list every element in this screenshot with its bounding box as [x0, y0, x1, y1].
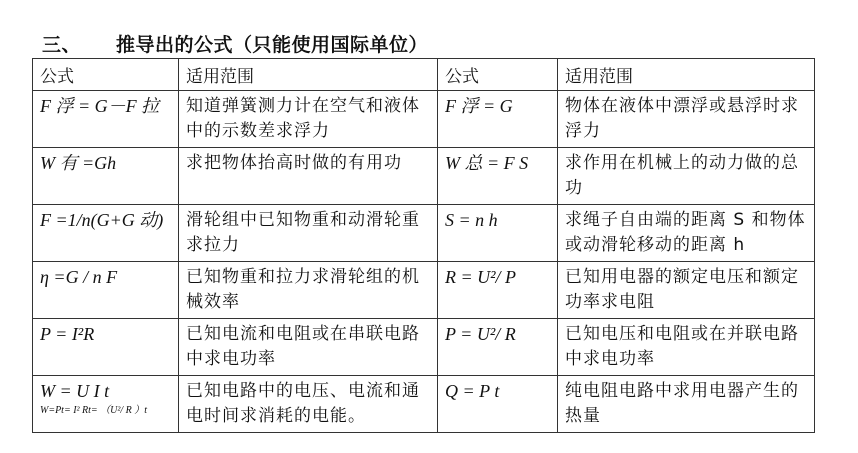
formula-cell: R = U²/ P [438, 262, 558, 319]
formula-cell: F 浮 = G－F 拉 [33, 91, 179, 148]
table-row [33, 91, 815, 148]
scope-cell: 已知物重和拉力求滑轮组的机械效率 [179, 262, 438, 319]
formula-cell: W 有 =Gh [33, 148, 179, 205]
formula-derivation: W=Pt= I² Rt= （U²/ R ）t [40, 405, 148, 416]
header-scope: 适用范围 [179, 59, 438, 91]
scope-cell: 物体在液体中漂浮或悬浮时求浮力 [558, 91, 815, 148]
scope-cell: 已知用电器的额定电压和额定功率求电阻 [558, 262, 815, 319]
scope-cell: 已知电流和电阻或在串联电路中求电功率 [179, 319, 438, 376]
formula-cell: S = n h [438, 205, 558, 262]
section-title: 推导出的公式（只能使用国际单位） [116, 34, 429, 56]
formula-cell: P = I²R [33, 319, 179, 376]
formula-cell: W 总 = F S [438, 148, 558, 205]
table-row [33, 205, 815, 262]
formula-cell: Q = P t [438, 376, 558, 433]
scope-cell: 知道弹簧测力计在空气和液体中的示数差求浮力 [179, 91, 438, 148]
scope-cell: 求绳子自由端的距离 S 和物体或动滑轮移动的距离 h [558, 205, 815, 262]
table-row [33, 376, 815, 433]
table-row [33, 319, 815, 376]
section-number: 三、 [42, 34, 82, 56]
scope-cell: 滑轮组中已知物重和动滑轮重求拉力 [179, 205, 438, 262]
scope-cell: 纯电阻电路中求用电器产生的热量 [558, 376, 815, 433]
scope-cell: 求作用在机械上的动力做的总功 [558, 148, 815, 205]
scope-cell: 已知电压和电阻或在并联电路中求电功率 [558, 319, 815, 376]
section-heading [42, 30, 428, 57]
header-formula: 公式 [33, 59, 179, 91]
formula-main: W = U I t [40, 381, 110, 401]
header-formula: 公式 [438, 59, 558, 91]
formula-cell [33, 376, 179, 433]
formula-cell: F 浮 = G [438, 91, 558, 148]
formula-table [32, 58, 815, 433]
formula-cell: η =G / n F [33, 262, 179, 319]
header-row [33, 59, 815, 91]
scope-cell: 求把物体抬高时做的有用功 [179, 148, 438, 205]
formula-cell: F =1/n(G+G 动) [33, 205, 179, 262]
table-row [33, 148, 815, 205]
formula-cell: P = U²/ R [438, 319, 558, 376]
scope-cell: 已知电路中的电压、电流和通电时间求消耗的电能。 [179, 376, 438, 433]
header-scope: 适用范围 [558, 59, 815, 91]
table-row [33, 262, 815, 319]
